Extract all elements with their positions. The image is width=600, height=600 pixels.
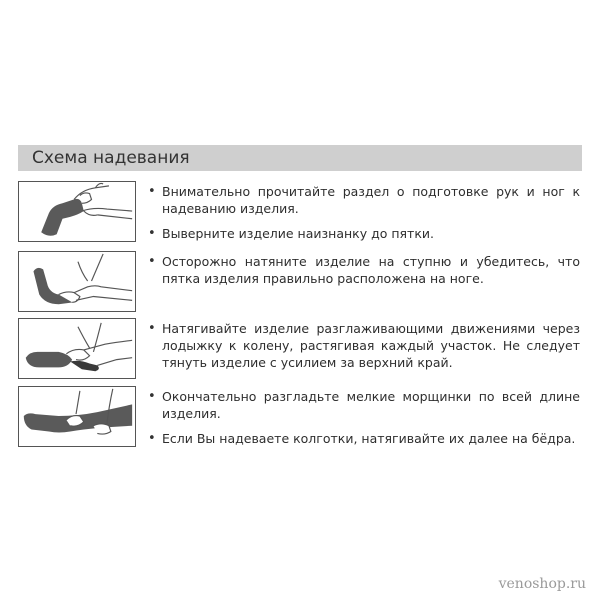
smoothing-wrinkles-icon (19, 387, 135, 446)
step-4-bullets (146, 388, 580, 455)
site-watermark: venoshop.ru (498, 576, 586, 592)
bullet-text: • Если Вы надеваете колготки, натягивайте их далее на бёдра. (146, 430, 580, 447)
step-1-bullets (146, 183, 580, 250)
section-title: Схема надевания (32, 148, 190, 168)
step-3-illustration (18, 318, 136, 379)
step-2-bullets (146, 253, 580, 295)
smoothing-to-knee-icon (19, 319, 135, 378)
step-4-illustration (18, 386, 136, 447)
step-1-illustration (18, 181, 136, 242)
bullet-text: • Выверните изделие наизнанку до пятки. (146, 225, 580, 242)
step-2-illustration (18, 251, 136, 312)
bullet-text: • Осторожно натяните изделие на ступню и убедитесь, что пятка изделия правильно расположена на ноге. (146, 253, 580, 287)
bullet-text: • Окончательно разгладьте мелкие морщинки по всей длине изделия. (146, 388, 580, 422)
step-3-bullets (146, 320, 580, 379)
bullet-text: • Натягивайте изделие разглаживающими движениями через лодыжку к колену, растягивая каждый участок. Не следует тянуть изделие с усилием за верхний край. (146, 320, 580, 371)
section-header (18, 145, 582, 171)
hands-turning-stocking-icon (19, 182, 135, 241)
stocking-on-foot-icon (19, 252, 135, 311)
bullet-text: • Внимательно прочитайте раздел о подготовке рук и ног к надеванию изделия. (146, 183, 580, 217)
